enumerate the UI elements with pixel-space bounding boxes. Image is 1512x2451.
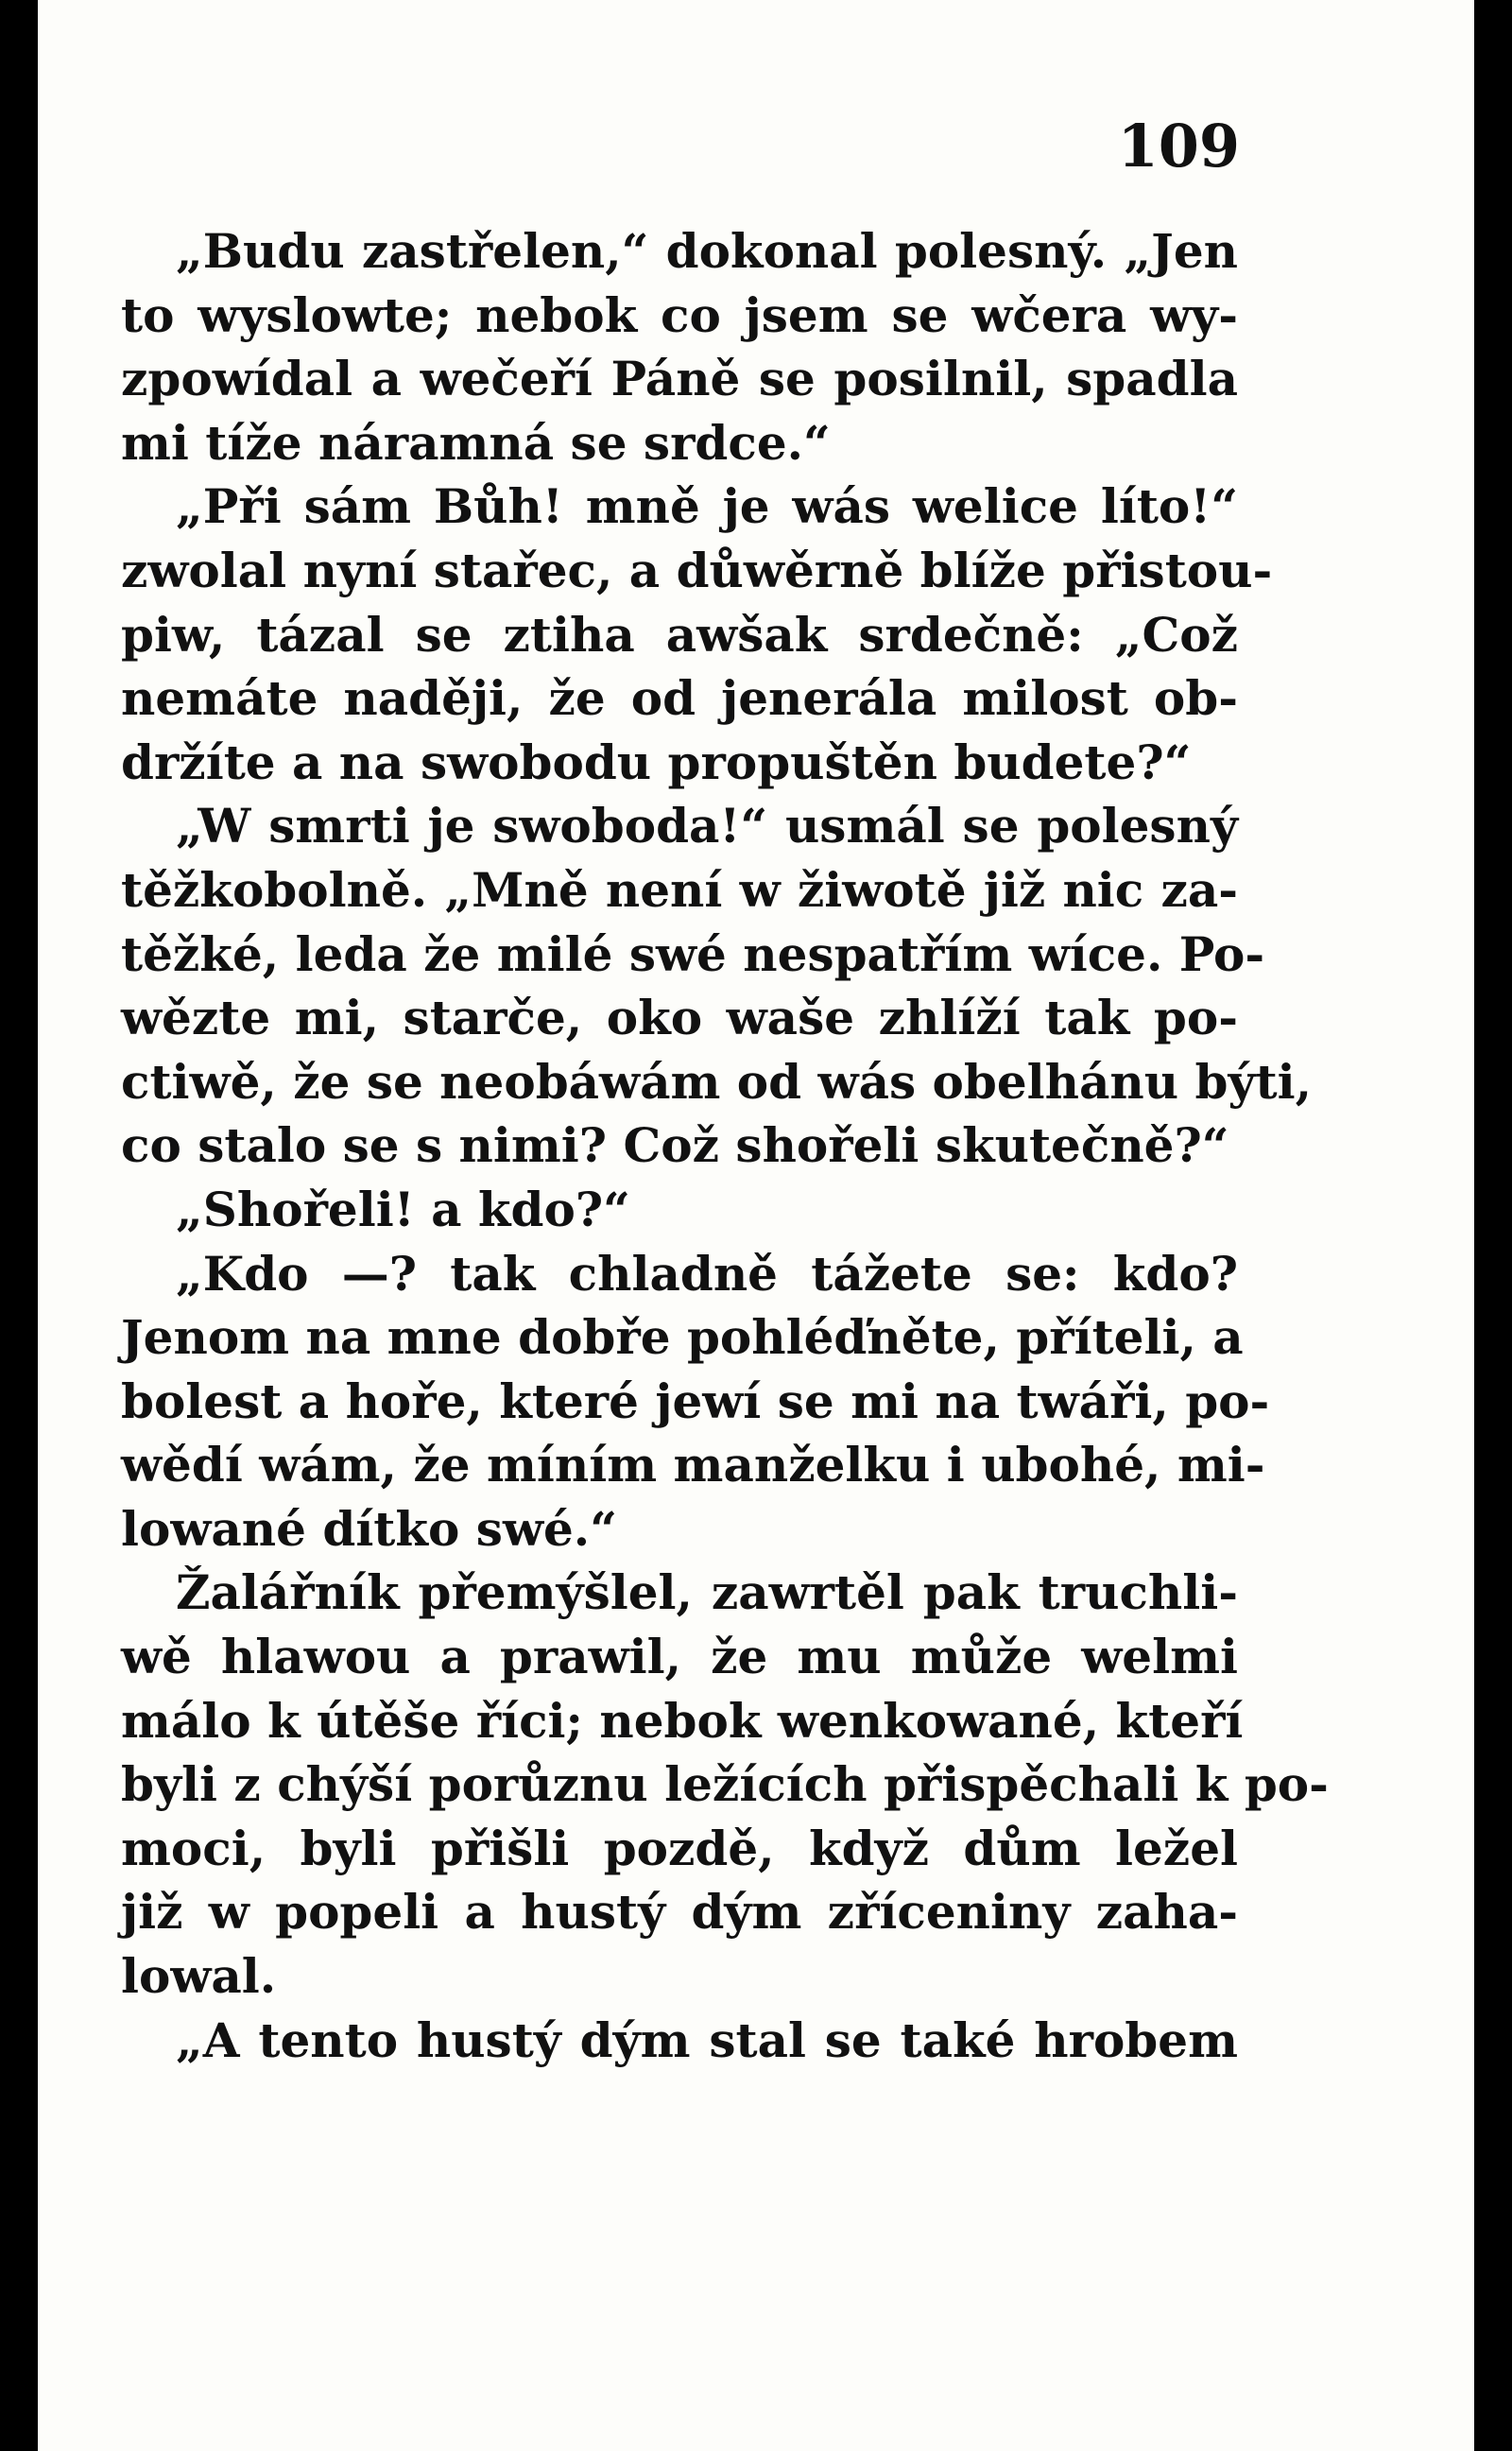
text-line: wědí wám, že míním manželku i ubohé, mi- [121, 1437, 1265, 1493]
text-line: wě hlawou a prawil, že mu může welmi [121, 1629, 1238, 1685]
page-number: 109 [1117, 112, 1240, 181]
text-line: Jenom na mne dobře pohléďněte, příteli, a [121, 1309, 1244, 1366]
text-line: ctiwě, že se neobáwám od wás obelhánu býti, [121, 1053, 1313, 1110]
text-line: to wyslowte; nebok co jsem se wčera wy- [121, 286, 1238, 343]
text-line: těžké, leda že milé swé nespatřím wíce. Po- [121, 925, 1265, 982]
text-line: co stalo se s nimi? Což shořeli skutečně?“ [121, 1117, 1229, 1174]
text-line: moci, byli přišli pozdě, když dům ležel [121, 1820, 1238, 1876]
text-line: wězte mi, starče, oko waše zhlíží tak po- [121, 990, 1238, 1046]
text-line: piw, tázal se ztiha awšak srdečně: „Což [121, 606, 1238, 663]
text-line: lowal. [121, 1948, 277, 2005]
text-line: „A tento hustý dým stal se také hrobem [176, 2011, 1238, 2068]
gutter-edge [26, 0, 38, 2451]
text-line: „W smrti je swoboda!“ usmál se polesný [176, 798, 1238, 854]
text-line: lowané dítko swé.“ [121, 1500, 617, 1557]
text-line: zpowídal a wečeří Páně se posilnil, spadla [121, 351, 1238, 407]
text-line: „Budu zastřelen,“ dokonal polesný. „Jen [176, 223, 1238, 279]
text-line: „Kdo —? tak chladně tážete se: kdo? [176, 1245, 1238, 1302]
text-line: Žalářník přemýšlel, zawrtěl pak truchli- [176, 1564, 1238, 1621]
text-line: již w popeli a hustý dým zříceniny zaha- [121, 1884, 1238, 1941]
body-text [121, 219, 1329, 2072]
text-line: „Při sám Bůh! mně je wás welice líto!“ [176, 478, 1238, 535]
text-line: mi tíže náramná se srdce.“ [121, 414, 831, 471]
text-line: zwolal nyní stařec, a důwěrně blíže přistou- [121, 542, 1273, 598]
text-line: „Shořeli! a kdo?“ [176, 1181, 630, 1237]
text-line: držíte a na swobodu propuštěn budete?“ [121, 734, 1192, 790]
text-line: málo k útěše říci; nebok wenkowané, kteří [121, 1692, 1244, 1749]
text-line: těžkobolně. „Mně není w žiwotě již nic za- [121, 861, 1238, 918]
text-line: bolest a hoře, které jewí se mi na twáři, po- [121, 1372, 1270, 1429]
text-line: byli z chýší porůznu ležících přispěchali k po- [121, 1756, 1329, 1813]
text-line: nemáte naději, že od jenerála milost ob- [121, 670, 1238, 727]
